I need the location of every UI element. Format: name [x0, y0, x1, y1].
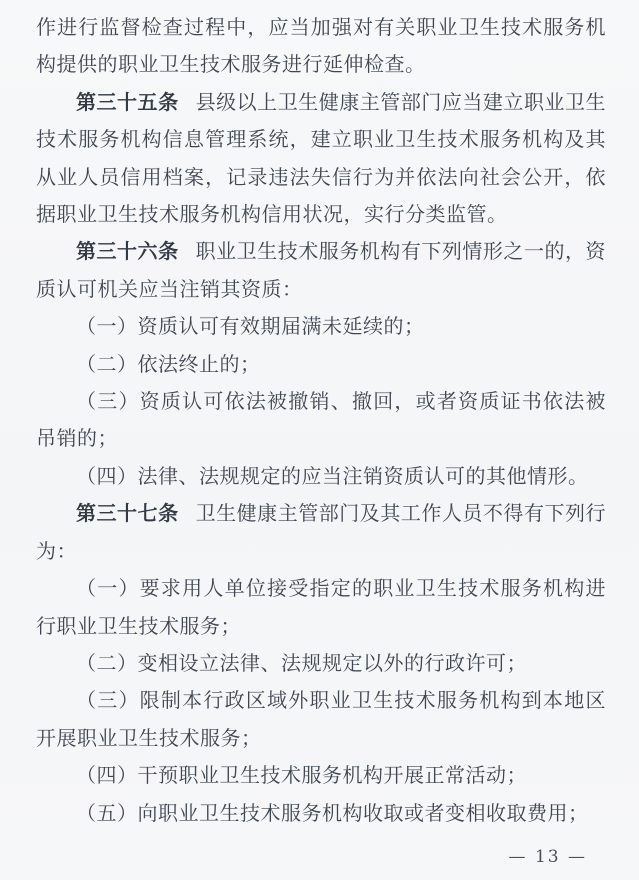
article-number: 第三十五条	[76, 89, 179, 114]
paragraph-text: 卫生健康主管部门及其工作人员不得有下列行为：	[36, 501, 607, 563]
paragraph-text: （一）要求用人单位接受指定的职业卫生技术服务机构进行职业卫生技术服务；	[36, 576, 606, 638]
paragraph-text: （三）资质认可依法被撤销、撤回，或者资质证书依法被吊销的；	[36, 389, 606, 451]
paragraph-text: （一）资质认可有效期届满未延续的；	[76, 314, 425, 339]
page-number: — 13 —	[508, 847, 587, 867]
paragraph	[36, 645, 606, 682]
paragraph-text: （五）向职业卫生技术服务机构收取或者变相收取费用；	[76, 800, 589, 825]
article-number: 第三十六条	[76, 239, 179, 264]
paragraph	[36, 495, 606, 570]
paragraph	[36, 682, 606, 757]
paragraph-text: （二）依法终止的；	[76, 351, 261, 376]
paragraph-text: （三）限制本行政区域外职业卫生技术服务机构到本地区开展职业卫生技术服务；	[36, 688, 606, 750]
paragraph-text: （四）法律、法规规定的应当注销资质认可的其他情形。	[76, 463, 589, 488]
paragraph	[36, 308, 606, 345]
paragraph-text: （四）干预职业卫生技术服务机构开展正常活动；	[76, 763, 527, 788]
paragraph	[36, 795, 606, 832]
paragraph	[36, 383, 606, 458]
paragraph	[36, 84, 606, 234]
paragraph-text: 县级以上卫生健康主管部门应当建立职业卫生技术服务机构信息管理系统，建立职业卫生技术服务机构及其从业人员信用档案，记录违法失信行为并依法向社会公开，依据职业卫生技术服务机构信用状况，实行分类监管。	[36, 89, 607, 227]
paragraph-text: 职业卫生技术服务机构有下列情形之一的，资质认可机关应当注销其资质：	[36, 239, 607, 301]
paragraph	[36, 458, 606, 495]
paragraph	[36, 757, 606, 794]
article-number: 第三十七条	[76, 501, 179, 526]
paragraph-text: 作进行监督检查过程中，应当加强对有关职业卫生技术服务机构提供的职业卫生技术服务进行延伸检查。	[36, 15, 606, 77]
paragraph	[36, 570, 606, 645]
paragraph	[36, 9, 606, 84]
page-footer	[509, 847, 587, 867]
paragraph-text: （二）变相设立法律、法规规定以外的行政许可；	[76, 650, 527, 675]
paragraph	[36, 346, 606, 383]
paragraph	[36, 233, 606, 308]
